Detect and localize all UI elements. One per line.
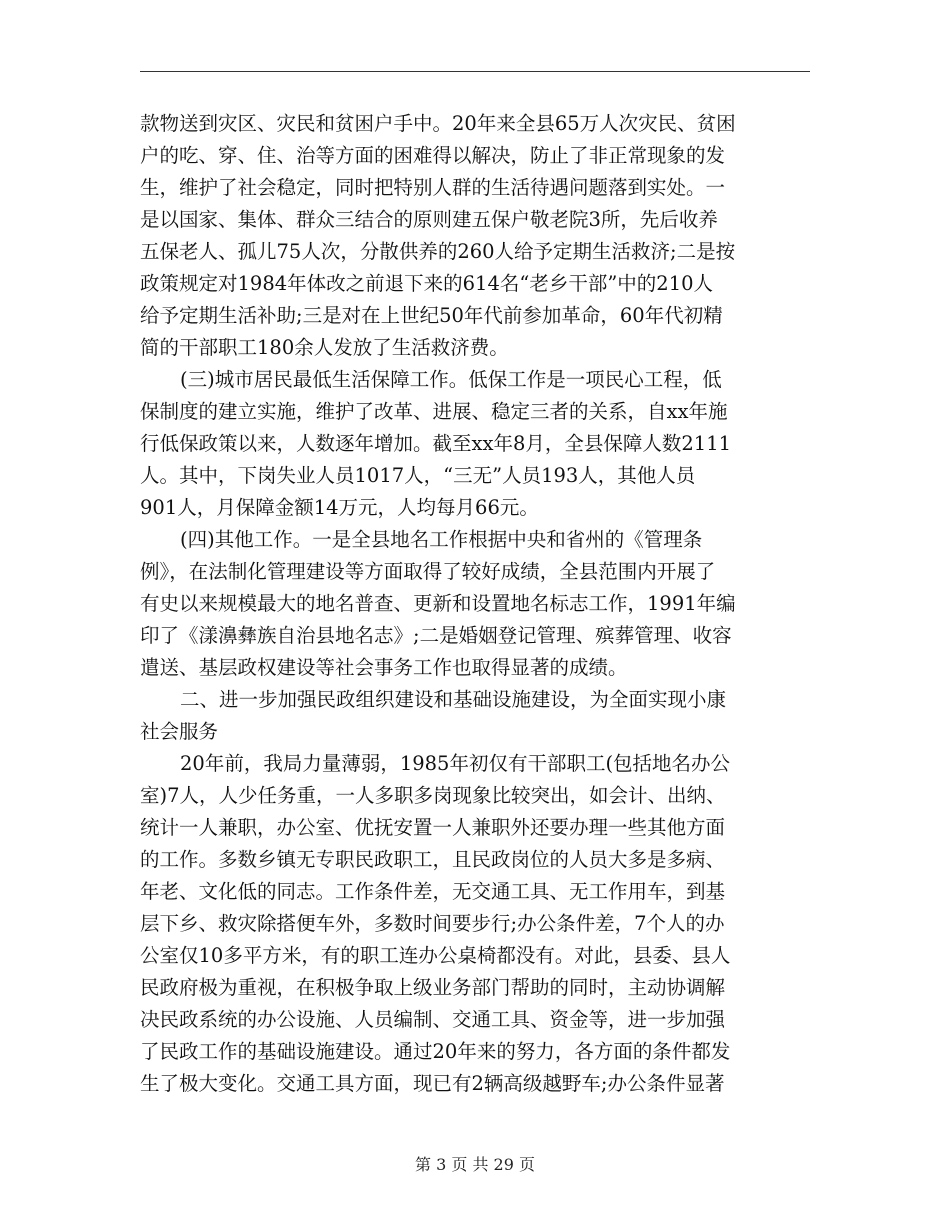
page-number-footer: 第 3 页 共 29 页 xyxy=(415,1155,535,1174)
section-heading-line: 社会服务 xyxy=(140,720,219,743)
text-line: 是以国家、集体、群众三结合的原则建五保户敬老院3所，先后收养 xyxy=(140,208,718,231)
text-line: 室)7人，人少任务重，一人多职多岗现象比较突出，如会计、出纳、 xyxy=(140,784,726,807)
text-line: 年老、文化低的同志。工作条件差，无交通工具、无工作用车，到基 xyxy=(140,880,726,903)
text-line: 行低保政策以来，人数逐年增加。截至xx年8月，全县保障人数2111 xyxy=(140,432,732,455)
text-line: 印了《漾濞彝族自治县地名志》;二是婚姻登记管理、殡葬管理、收容 xyxy=(140,624,732,647)
paragraph-start-line: (三)城市居民最低生活保障工作。低保工作是一项民心工程，低 xyxy=(180,368,722,391)
header-rule xyxy=(140,71,810,72)
text-line: 层下乡、救灾除搭便车外，多数时间要步行;办公条件差，7个人的办 xyxy=(140,912,725,935)
text-line: 统计一人兼职，办公室、优抚安置一人兼职外还要办理一些其他方面 xyxy=(140,816,726,839)
text-line: 公室仅10多平方米，有的职工连办公桌椅都没有。对此，县委、县人 xyxy=(140,944,731,967)
text-line: 人。其中，下岗失业人员1017人，“三无”人员193人，其他人员 xyxy=(140,464,696,487)
document-body xyxy=(140,108,810,1100)
text-line: 遣送、基层政权建设等社会事务工作也取得显著的成绩。 xyxy=(140,656,628,679)
text-line: 款物送到灾区、灾民和贫困户手中。20年来全县65万人次灾民、贫困 xyxy=(140,112,736,135)
text-line: 的工作。多数乡镇无专职民政职工，且民政岗位的人员大多是多病、 xyxy=(140,848,726,871)
text-line: 生，维护了社会稳定，同时把特别人群的生活待遇问题落到实处。一 xyxy=(140,176,726,199)
text-line: 保制度的建立实施，维护了改革、进展、稳定三者的关系，自xx年施 xyxy=(140,400,728,423)
text-line: 901人，月保障金额14万元，人均每月66元。 xyxy=(140,496,539,519)
text-line: 简的干部职工180余人发放了生活救济费。 xyxy=(140,336,509,359)
text-line: 给予定期生活补助;三是对在上世纪50年代前参加革命，60年代初精 xyxy=(140,304,723,327)
text-line: 政策规定对1984年体改之前退下来的614名“老乡干部”中的210人 xyxy=(140,272,714,295)
text-line: 例》，在法制化管理建设等方面取得了较好成绩，全县范围内开展了 xyxy=(140,560,716,583)
text-line: 民政府极为重视，在积极争取上级业务部门帮助的同时，主动协调解 xyxy=(140,976,726,999)
text-line: 生了极大变化。交通工具方面，现已有2辆高级越野车;办公条件显著 xyxy=(140,1072,725,1095)
section-heading-line: 二、进一步加强民政组织建设和基础设施建设，为全面实现小康 xyxy=(180,688,727,711)
paragraph-start-line: 20年前，我局力量薄弱，1985年初仅有干部职工(包括地名办公 xyxy=(180,752,731,775)
text-line: 决民政系统的办公设施、人员编制、交通工具、资金等，进一步加强 xyxy=(140,1008,726,1031)
text-line: 了民政工作的基础设施建设。通过20年来的努力，各方面的条件都发 xyxy=(140,1040,731,1063)
text-line: 户的吃、穿、住、治等方面的困难得以解决，防止了非正常现象的发 xyxy=(140,144,726,167)
text-line: 五保老人、孤儿75人次，分散供养的260人给予定期生活救济;二是按 xyxy=(140,240,736,263)
paragraph-start-line: (四)其他工作。一是全县地名工作根据中央和省州的《管理条 xyxy=(180,528,703,551)
text-line: 有史以来规模最大的地名普查、更新和设置地名标志工作，1991年编 xyxy=(140,592,736,615)
